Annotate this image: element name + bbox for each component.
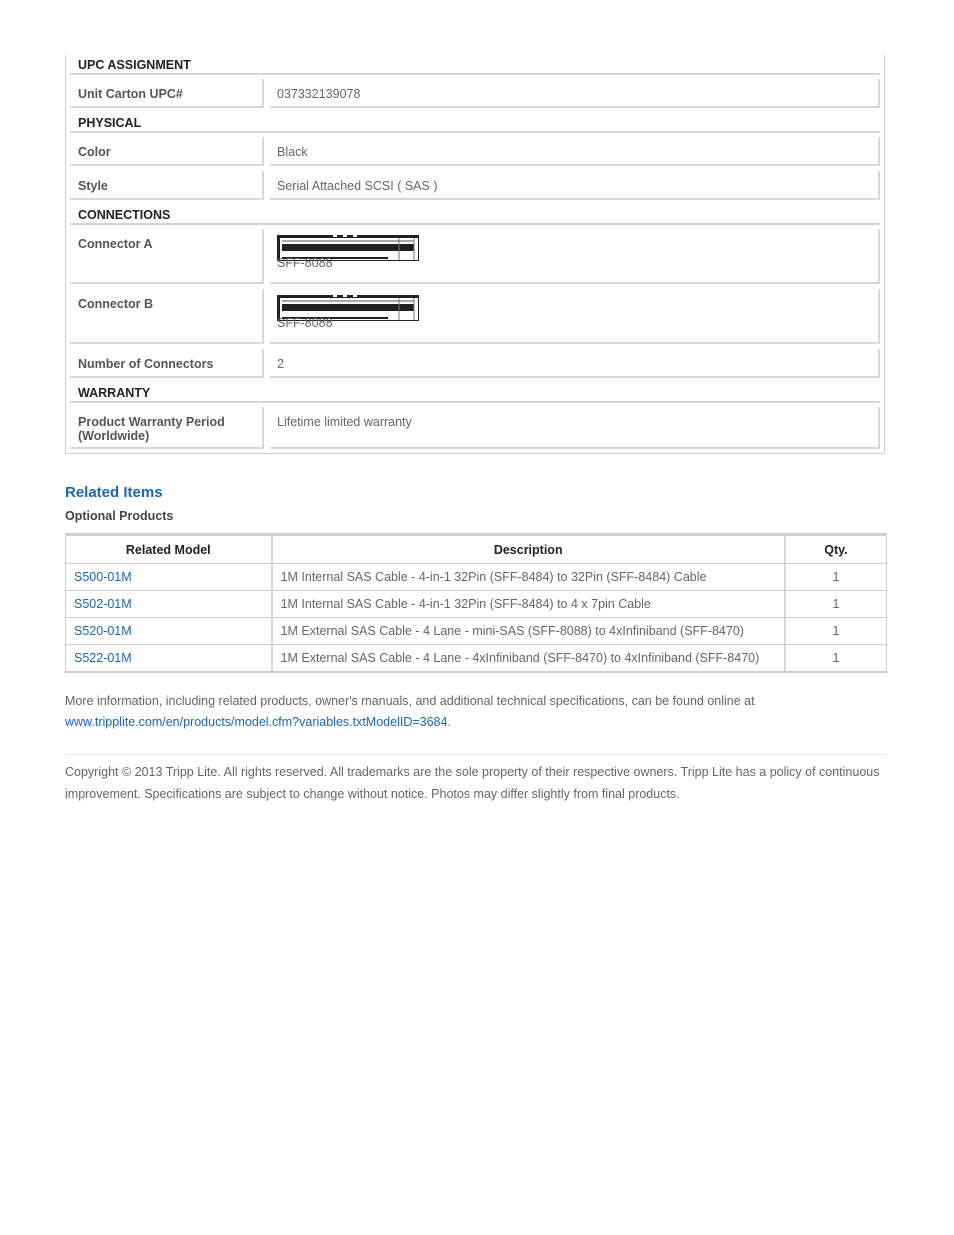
section-header-connections: CONNECTIONS	[70, 205, 880, 225]
spec-value: Lifetime limited warranty	[270, 407, 880, 449]
product-page-link[interactable]: www.tripplite.com/en/products/model.cfm?variables.txtModelID=3684	[65, 715, 448, 729]
table-row	[66, 618, 886, 645]
table-row	[66, 591, 886, 618]
spec-label: Connector B	[70, 289, 264, 344]
more-info-paragraph	[65, 691, 885, 733]
copyright-notice: Copyright © 2013 Tripp Lite. All rights reserved. All trademarks are the sole property of their respective owners. Tripp Lite has a policy of continuous improvement. Specifications are subject to change without notice. Photos may differ slightly from final products.	[65, 765, 880, 801]
model-link[interactable]: S520-01M	[74, 624, 132, 638]
spec-label: Number of Connectors	[70, 349, 264, 378]
column-header-model: Related Model	[66, 536, 273, 564]
spec-label: Style	[70, 171, 264, 200]
spec-label: Connector A	[70, 229, 264, 284]
specifications-table	[65, 55, 885, 454]
table-row	[66, 564, 886, 591]
qty-cell: 1	[832, 651, 840, 665]
column-header-qty: Qty.	[786, 536, 886, 564]
section-header-physical: PHYSICAL	[70, 113, 880, 133]
spec-row-connector-a	[70, 229, 880, 284]
description-cell: 1M Internal SAS Cable - 4-in-1 32Pin (SFF-8484) to 4 x 7pin Cable	[273, 591, 786, 618]
spec-value: 2	[270, 349, 880, 378]
spec-row-number-of-connectors	[70, 349, 880, 378]
table-row	[66, 645, 886, 671]
model-cell	[66, 591, 273, 618]
footer-divider	[65, 754, 887, 755]
section-header-upc: UPC ASSIGNMENT	[70, 55, 880, 75]
qty-cell: 1	[786, 591, 886, 618]
description-cell: 1M Internal SAS Cable - 4-in-1 32Pin (SFF-8484) to 32Pin (SFF-8484) Cable	[273, 564, 786, 591]
model-link[interactable]: S502-01M	[74, 597, 132, 611]
section-header-warranty: WARRANTY	[70, 383, 880, 403]
related-items-heading: Related Items	[65, 484, 163, 501]
column-header-description: Description	[273, 536, 786, 564]
description-cell: 1M External SAS Cable - 4 Lane - 4xInfiniband (SFF-8470) to 4xInfiniband (SFF-8470)	[273, 645, 786, 671]
qty-cell: 1	[786, 618, 886, 645]
spec-value: Black	[270, 137, 880, 166]
spec-value	[270, 229, 880, 284]
spec-label: Color	[70, 137, 264, 166]
connector-type: SFF-8088	[277, 316, 333, 330]
connector-type: SFF-8088	[277, 256, 333, 270]
spec-row-style	[70, 171, 880, 200]
spec-value: 037332139078	[270, 79, 880, 108]
spec-row-warranty-period	[70, 407, 880, 449]
table-header-row	[66, 536, 886, 564]
more-info-suffix: .	[447, 715, 451, 729]
spec-row-color	[70, 137, 880, 166]
description-cell: 1M External SAS Cable - 4 Lane - mini-SAS (SFF-8088) to 4xInfiniband (SFF-8470)	[273, 618, 786, 645]
qty-cell: 1	[786, 564, 886, 591]
model-cell	[66, 645, 273, 671]
more-info-text: More information, including related products, owner's manuals, and additional technical specifications, can be found online at	[65, 694, 755, 708]
model-link[interactable]: S500-01M	[74, 570, 132, 584]
spec-value: Serial Attached SCSI ( SAS )	[270, 171, 880, 200]
spec-label: Unit Carton UPC#	[70, 79, 264, 108]
spec-row-connector-b	[70, 289, 880, 344]
spec-row-unit-carton-upc	[70, 79, 880, 108]
model-cell	[66, 618, 273, 645]
model-link[interactable]: S522-01M	[74, 651, 132, 665]
spec-label: Product Warranty Period (Worldwide)	[70, 407, 264, 449]
model-cell	[66, 564, 273, 591]
related-products-table	[65, 533, 887, 673]
spec-value	[270, 289, 880, 344]
optional-products-label: Optional Products	[65, 509, 174, 523]
